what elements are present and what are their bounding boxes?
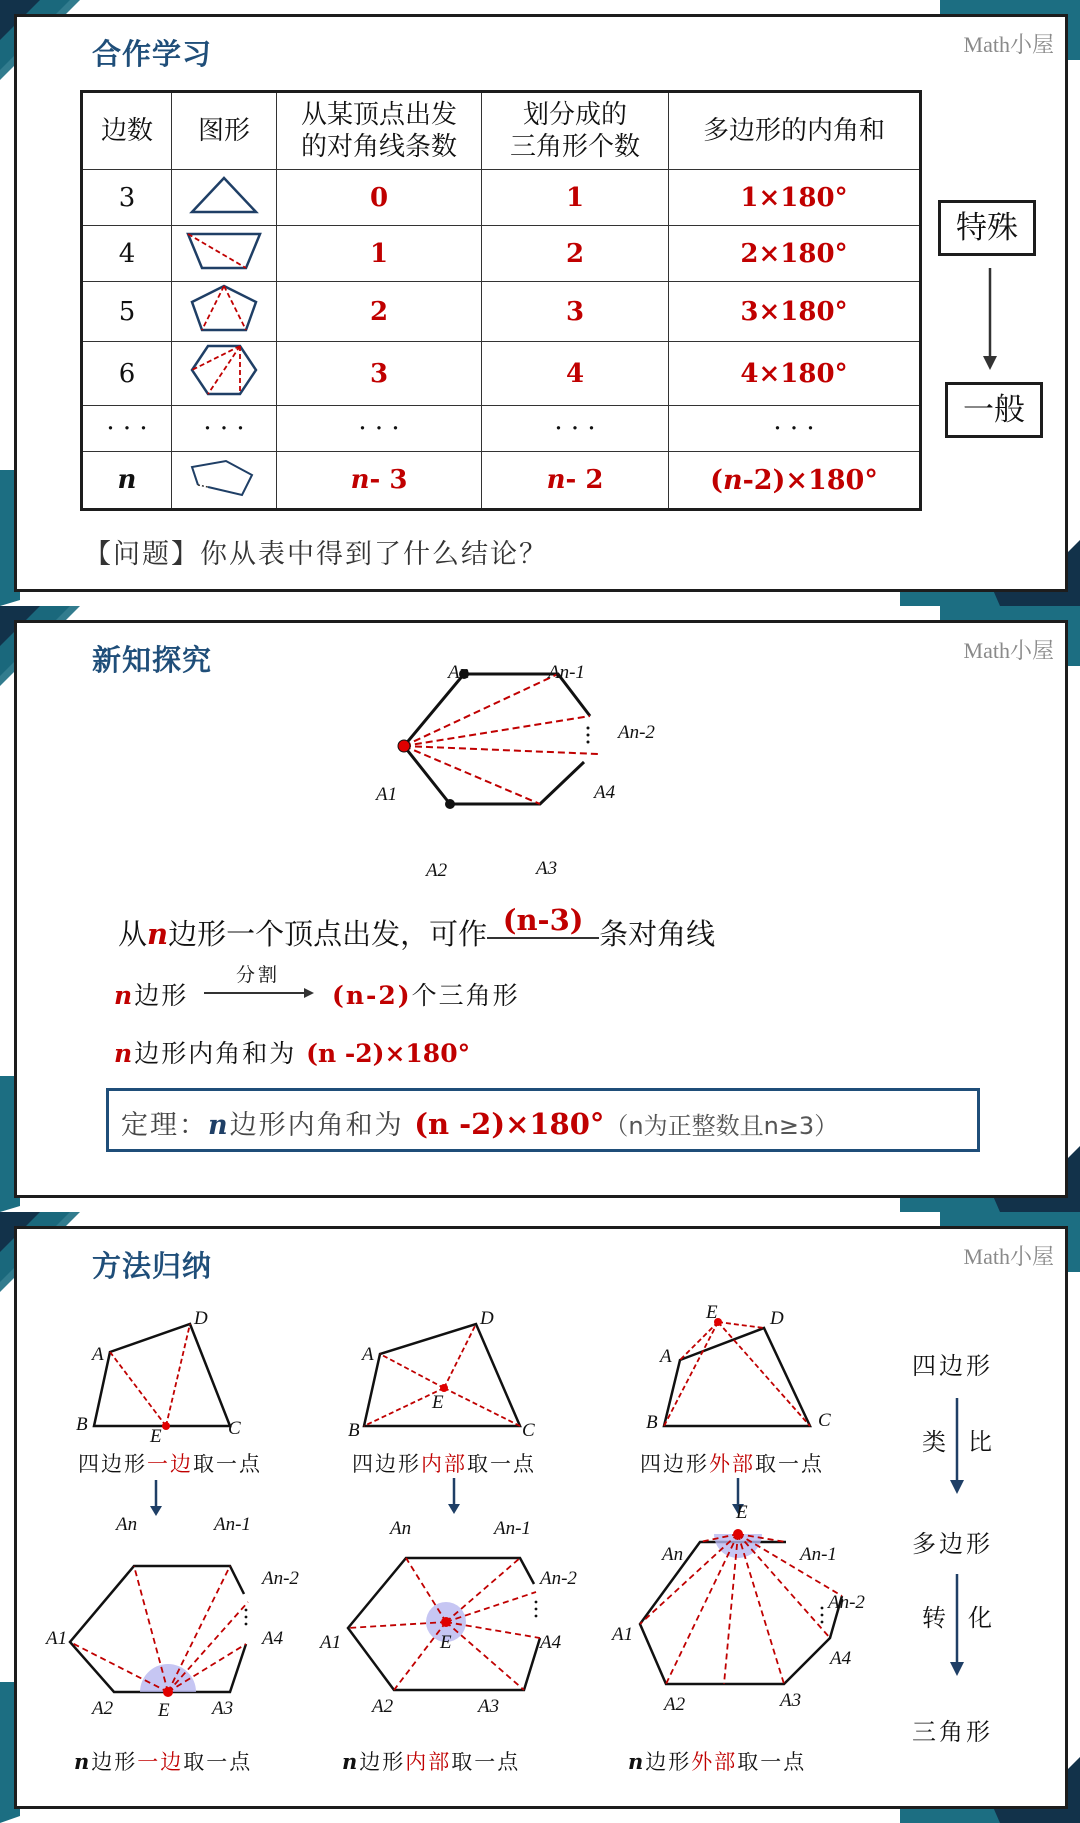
slide-title: 新知探究 <box>92 643 213 677</box>
cell-sides: 5 <box>82 282 172 342</box>
divide-arrow-label: 分割 <box>236 964 281 986</box>
cell-angle-sum: 1×180° <box>669 170 921 226</box>
watermark: Math小屋 <box>963 32 1054 57</box>
cell-sides: 6 <box>82 342 172 406</box>
vertex-label-a2: A2 <box>664 1694 686 1715</box>
label-b: B <box>348 1420 360 1441</box>
caption-outside-polygon: n边形外部取一点 <box>628 1749 807 1774</box>
arrow-down-icon <box>148 1480 164 1518</box>
label-a: A <box>362 1344 374 1365</box>
label-d: D <box>480 1308 494 1329</box>
vertex-label-an: An <box>390 1518 412 1539</box>
watermark: Math小屋 <box>963 638 1054 663</box>
ellipsis: · · · <box>277 406 482 452</box>
side-label-transform-1: 转 <box>922 1604 949 1632</box>
ellipsis: · · · <box>482 406 669 452</box>
vertex-label-a4: A4 <box>594 782 616 803</box>
cell-triangles: 4 <box>482 342 669 406</box>
vertex-label-a2: A2 <box>372 1696 394 1717</box>
vertex-label-an: An <box>116 1514 138 1535</box>
slide-cooperative-learning <box>0 0 1080 606</box>
label-e: E <box>440 1632 452 1653</box>
answer-blank: (n-3) <box>487 903 599 939</box>
vertex-label-an-1: An-1 <box>548 662 585 683</box>
side-label-polygon: 多边形 <box>912 1530 993 1558</box>
vertex-label-a4: A4 <box>262 1628 284 1649</box>
triangle-figure <box>172 170 277 226</box>
vertex-label-an-2: An-2 <box>262 1568 299 1589</box>
cell-diagonals: 2 <box>277 282 482 342</box>
vertex-label-a1: A1 <box>320 1632 342 1653</box>
label-b: B <box>646 1412 658 1433</box>
quad-point-inside-diagram <box>340 1312 540 1442</box>
label-a: A <box>92 1344 104 1365</box>
cell-triangles: 3 <box>482 282 669 342</box>
vertex-label-a3: A3 <box>780 1690 802 1711</box>
vertex-label-a2: A2 <box>92 1698 114 1719</box>
label-e: E <box>706 1302 718 1323</box>
quad-point-outside-diagram <box>640 1304 840 1434</box>
table-row-general <box>82 452 921 510</box>
header-sides: 边数 <box>82 92 172 170</box>
header-angle-sum: 多边形的内角和 <box>669 92 921 170</box>
slide-title: 方法归纳 <box>92 1249 213 1283</box>
header-shape: 图形 <box>172 92 277 170</box>
hexagon-figure <box>172 342 277 406</box>
question-text: 【问题】你从表中得到了什么结论？ <box>84 539 548 570</box>
vertex-label-an-1: An-1 <box>800 1544 837 1565</box>
slide-new-knowledge <box>0 606 1080 1212</box>
label-d: D <box>770 1308 784 1329</box>
cell-diagonals: 0 <box>277 170 482 226</box>
theorem-box <box>106 1088 980 1152</box>
cell-sides: n <box>82 452 172 510</box>
caption-inside-polygon: n边形内部取一点 <box>342 1749 521 1774</box>
table-row <box>82 226 921 282</box>
header-diagonals: 从某顶点出发 的对角线条数 <box>277 92 482 170</box>
label-c: C <box>818 1410 831 1431</box>
ellipsis: · · · <box>172 406 277 452</box>
cell-triangles: 2 <box>482 226 669 282</box>
cell-angle-sum: 2×180° <box>669 226 921 282</box>
vertex-label-an-1: An-1 <box>494 1518 531 1539</box>
watermark: Math小屋 <box>963 1244 1054 1269</box>
division-statement: n边形 <box>114 981 189 1010</box>
diagonal-statement: 从n边形一个顶点出发，可作 (n-3) 条对角线 <box>118 903 716 951</box>
ellipsis: · · · <box>669 406 921 452</box>
arrow-down-icon <box>948 1398 966 1496</box>
vertex-label-a3: A3 <box>536 858 558 879</box>
angle-sum-statement: n边形内角和为 (n -2)×180° <box>114 1039 471 1068</box>
table-row <box>82 282 921 342</box>
cell-angle-sum: (n-2)×180° <box>669 452 921 510</box>
table-row-ellipsis <box>82 406 921 452</box>
polygon-angle-table <box>80 90 922 511</box>
vertex-label-a1: A1 <box>46 1628 68 1649</box>
polygon-diagonal-diagram <box>370 656 670 866</box>
table-row <box>82 342 921 406</box>
cell-diagonals: 3 <box>277 342 482 406</box>
label-e: E <box>432 1392 444 1413</box>
cell-diagonals: 1 <box>277 226 482 282</box>
polygon-point-inside-diagram <box>330 1522 570 1702</box>
vertex-label-an: An <box>448 662 470 683</box>
theorem-text: 定理：n边形内角和为 (n -2)×180°（n为正整数且n≥3） <box>121 1107 839 1141</box>
label-c: C <box>228 1418 241 1439</box>
vertex-label-a1: A1 <box>612 1624 634 1645</box>
vertex-label-a3: A3 <box>212 1698 234 1719</box>
arrow-down-icon <box>446 1478 462 1516</box>
vertex-label-an-1: An-1 <box>214 1514 251 1535</box>
cell-diagonals: n- 3 <box>277 452 482 510</box>
arrow-down-icon <box>948 1574 966 1678</box>
cell-sides: 4 <box>82 226 172 282</box>
arrow-down-icon <box>978 268 1002 372</box>
side-label-transform-2: 化 <box>968 1604 995 1632</box>
cell-angle-sum: 3×180° <box>669 282 921 342</box>
vertex-label-a1: A1 <box>376 784 398 805</box>
slide-method-summary <box>0 1212 1080 1823</box>
vertex-label-a4: A4 <box>830 1648 852 1669</box>
side-label-triangle: 三角形 <box>912 1718 993 1746</box>
vertex-label-a3: A3 <box>478 1696 500 1717</box>
quadrilateral-figure <box>172 226 277 282</box>
label-d: D <box>194 1308 208 1329</box>
polygon-point-outside-diagram <box>610 1512 860 1712</box>
vertex-label-a2: A2 <box>426 860 448 881</box>
vertex-label-an: An <box>662 1544 684 1565</box>
side-label-analogy-2: 比 <box>968 1428 995 1456</box>
cell-sides: 3 <box>82 170 172 226</box>
general-polygon-figure <box>172 452 277 510</box>
label-a: A <box>660 1346 672 1367</box>
table-row <box>82 170 921 226</box>
vertex-label-an-2: An-2 <box>618 722 655 743</box>
vertex-label-an-2: An-2 <box>828 1592 865 1613</box>
caption-outside-quad: 四边形外部取一点 <box>640 1452 824 1476</box>
label-e: E <box>736 1502 748 1523</box>
cell-triangles: 1 <box>482 170 669 226</box>
cell-triangles: n- 2 <box>482 452 669 510</box>
vertex-label-a4: A4 <box>540 1632 562 1653</box>
table-header-row <box>82 92 921 170</box>
vertex-label-an-2: An-2 <box>540 1568 577 1589</box>
label-c: C <box>522 1420 535 1441</box>
slide-title: 合作学习 <box>92 37 213 71</box>
header-triangles: 划分成的 三角形个数 <box>482 92 669 170</box>
triangle-count-statement: (n-2)个三角形 <box>332 981 520 1010</box>
general-box: 一般 <box>945 382 1043 438</box>
ellipsis: · · · <box>82 406 172 452</box>
caption-side-polygon: n边形一边取一点 <box>74 1749 253 1774</box>
pentagon-figure <box>172 282 277 342</box>
right-arrow-icon <box>204 986 316 1000</box>
cell-angle-sum: 4×180° <box>669 342 921 406</box>
caption-side-quad: 四边形一边取一点 <box>78 1452 262 1476</box>
special-box: 特殊 <box>938 200 1036 256</box>
label-b: B <box>76 1414 88 1435</box>
label-e: E <box>150 1426 162 1447</box>
side-label-quadrilateral: 四边形 <box>912 1352 993 1380</box>
polygon-point-on-side-diagram <box>50 1522 290 1702</box>
side-label-analogy-1: 类 <box>922 1428 949 1456</box>
label-e: E <box>158 1700 170 1721</box>
caption-inside-quad: 四边形内部取一点 <box>352 1452 536 1476</box>
